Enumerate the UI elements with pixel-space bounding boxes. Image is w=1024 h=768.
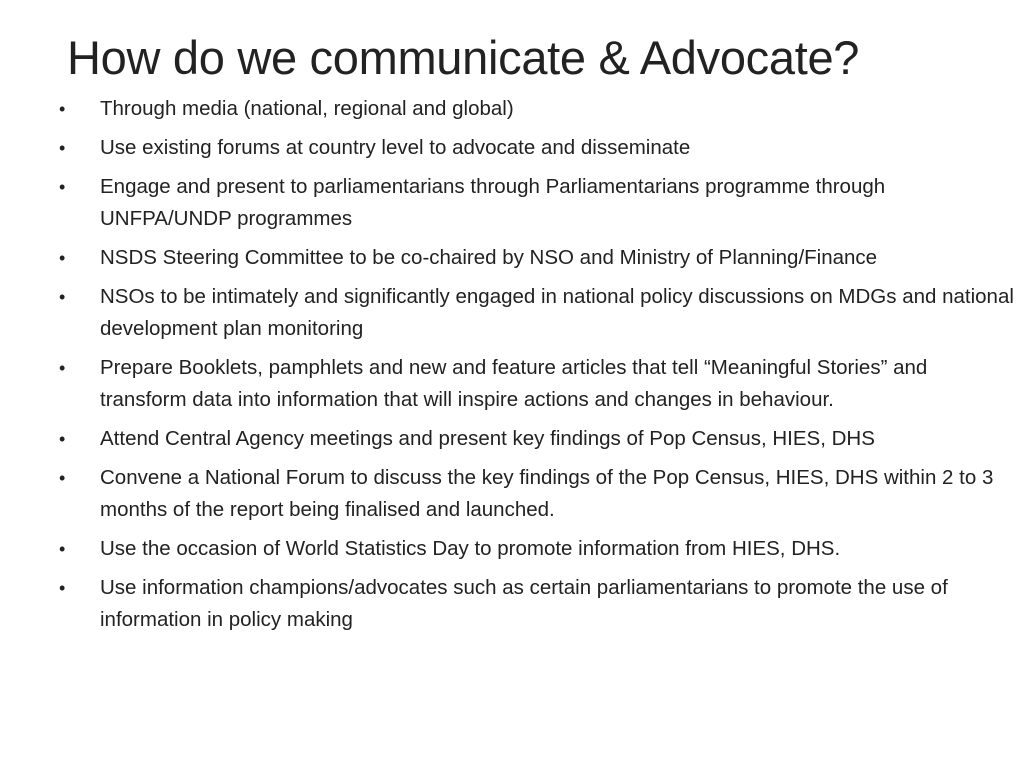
bullet-item bbox=[57, 572, 1019, 636]
bullet-text: NSOs to be intimately and significantly engaged in national policy discussions on MDGs and national development plan monitoring bbox=[100, 285, 1014, 340]
bullet-text: NSDS Steering Committee to be co-chaired by NSO and Ministry of Planning/Finance bbox=[100, 246, 878, 269]
bullet-point-icon: • bbox=[59, 429, 66, 449]
bullet-item bbox=[57, 462, 1019, 526]
bullet-text: Use information champions/advocates such as certain parliamentarians to promote the use of information in policy making bbox=[100, 576, 948, 631]
bullet-point-icon: • bbox=[59, 358, 66, 378]
bullet-point-icon: • bbox=[59, 539, 66, 559]
bullet-text: Use existing forums at country level to advocate and disseminate bbox=[100, 136, 691, 159]
bullet-item bbox=[57, 533, 1019, 565]
bullet-point-icon: • bbox=[59, 138, 66, 158]
bullet-item bbox=[57, 93, 1019, 125]
bullet-item bbox=[57, 171, 1019, 235]
bullet-item bbox=[57, 352, 1019, 416]
bullet-item bbox=[57, 132, 1019, 164]
bullet-text: Attend Central Agency meetings and present key findings of Pop Census, HIES, DHS bbox=[100, 427, 875, 450]
slide-title: How do we communicate & Advocate? bbox=[67, 31, 860, 84]
bullet-point-icon: • bbox=[59, 287, 66, 307]
bullet-list bbox=[57, 93, 1019, 643]
bullet-item bbox=[57, 242, 1019, 274]
bullet-item bbox=[57, 281, 1019, 345]
bullet-text: Engage and present to parliamentarians through Parliamentarians programme through UNFPA/UNDP programmes bbox=[100, 175, 886, 230]
bullet-point-icon: • bbox=[59, 578, 66, 598]
bullet-text: Convene a National Forum to discuss the key findings of the Pop Census, HIES, DHS within 2 to 3 months of the report being finalised and launched. bbox=[100, 466, 994, 521]
bullet-point-icon: • bbox=[59, 177, 66, 197]
bullet-text: Use the occasion of World Statistics Day to promote information from HIES, DHS. bbox=[100, 537, 841, 560]
bullet-text: Prepare Booklets, pamphlets and new and feature articles that tell “Meaningful Stories” and transform data into information that will inspire actions and changes in behaviour. bbox=[100, 356, 928, 411]
bullet-item bbox=[57, 423, 1019, 455]
bullet-point-icon: • bbox=[59, 248, 66, 268]
bullet-point-icon: • bbox=[59, 99, 66, 119]
bullet-text: Through media (national, regional and global) bbox=[100, 97, 514, 120]
bullet-point-icon: • bbox=[59, 468, 66, 488]
